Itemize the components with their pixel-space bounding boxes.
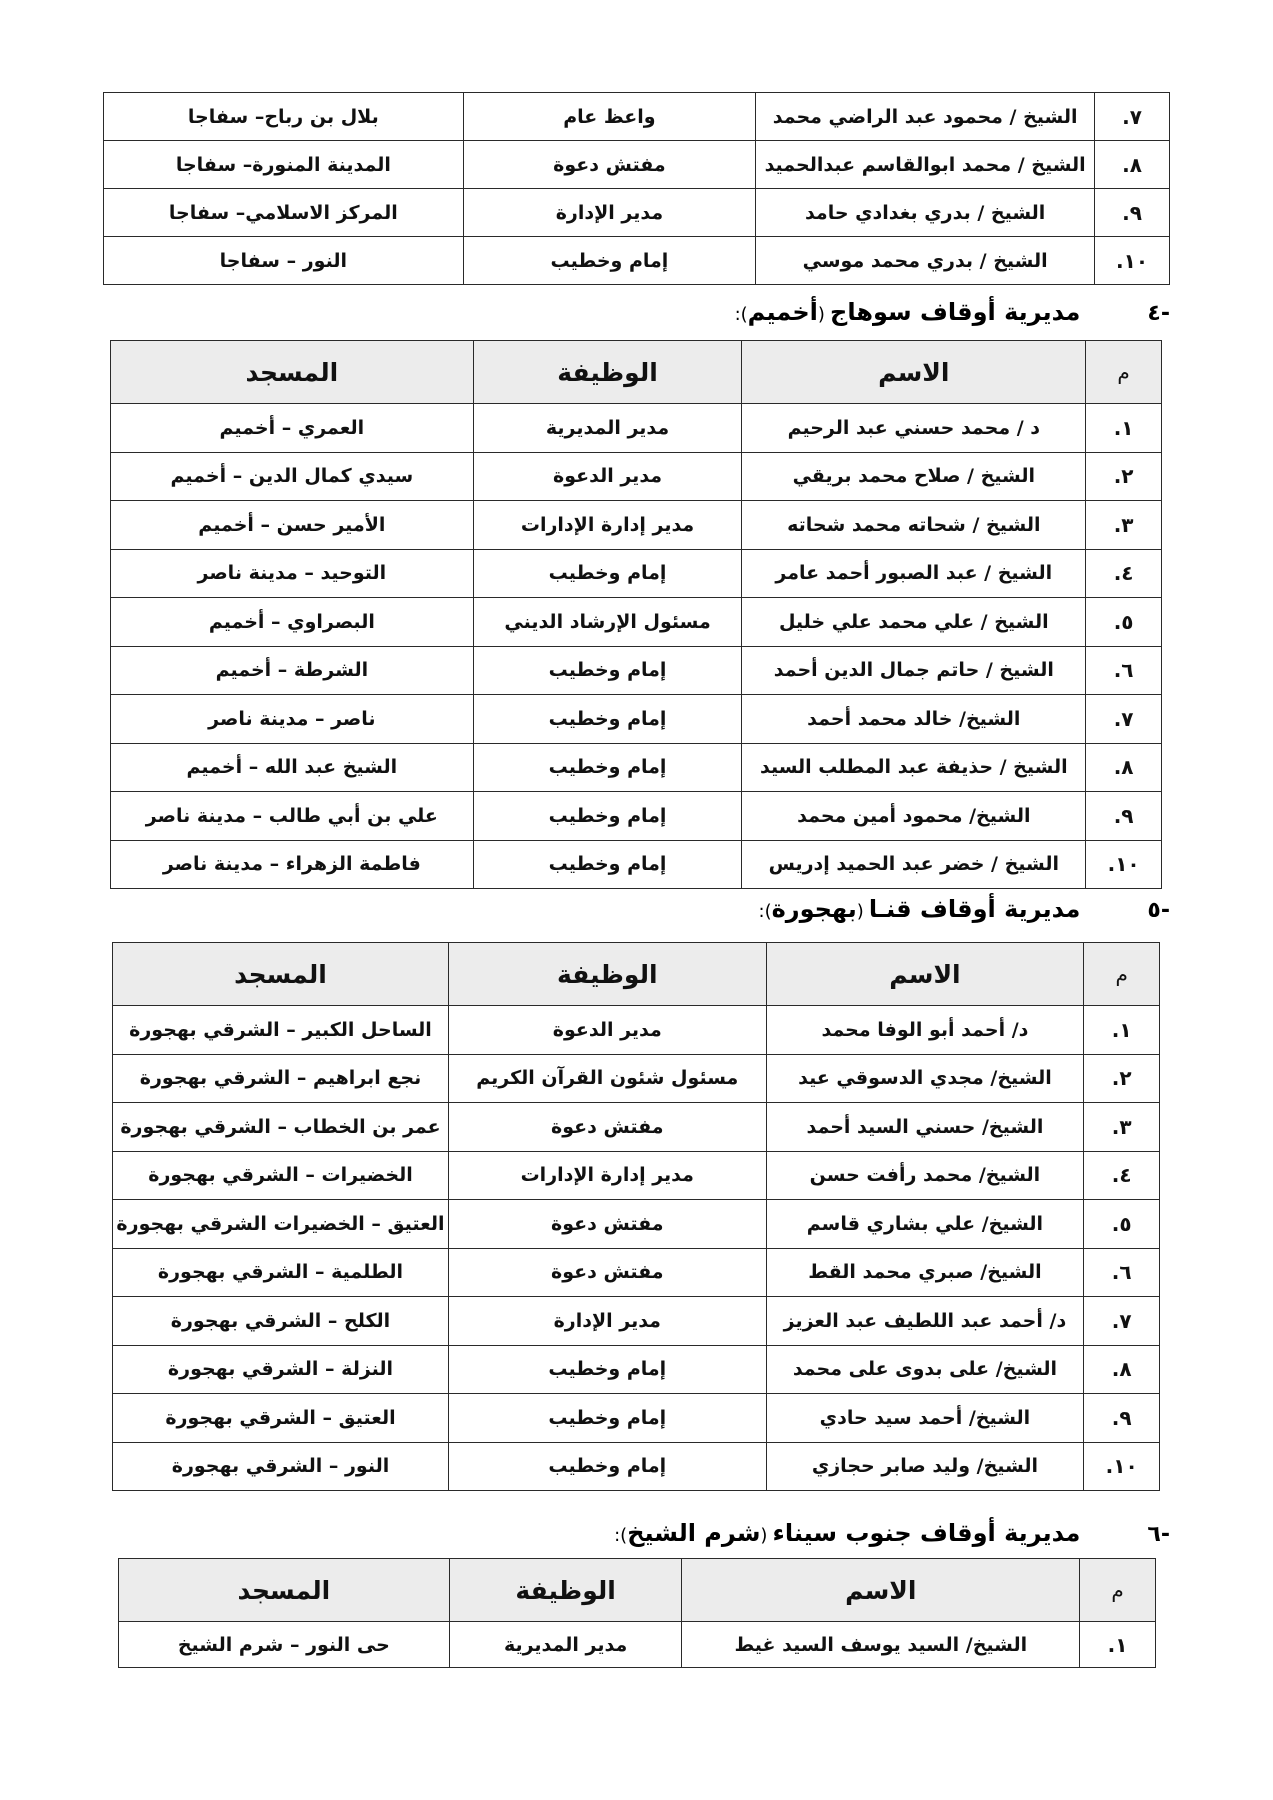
cell-name: الشيخ / محمد ابوالقاسم عبدالحميد xyxy=(756,141,1095,189)
section-title: مديرية أوقاف سوهاج xyxy=(830,298,1081,326)
cell-name: الشيخ/ علي بشاري قاسم xyxy=(766,1200,1084,1249)
paren-close: ): xyxy=(734,304,748,325)
table-body xyxy=(104,93,1170,285)
cell-name: الشيخ/ على بدوى على محمد xyxy=(766,1345,1084,1394)
table-row xyxy=(113,1054,1160,1103)
cell-mosque: المركز الاسلامي– سفاجا xyxy=(104,189,464,237)
cell-mosque: العمري – أخميم xyxy=(111,404,474,453)
cell-mosque: البصراوي – أخميم xyxy=(111,598,474,647)
table-row xyxy=(104,237,1170,285)
table-row xyxy=(113,1394,1160,1443)
paren-close: ): xyxy=(758,901,772,922)
cell-mosque: عمر بن الخطاب – الشرقي بهجورة xyxy=(113,1103,449,1152)
cell-name: الشيخ / علي محمد علي خليل xyxy=(742,598,1086,647)
cell-mosque: التوحيد – مدينة ناصر xyxy=(111,549,474,598)
paren-open: ( xyxy=(856,901,864,922)
cell-num: ١٠. xyxy=(1084,1442,1160,1491)
cell-name: الشيخ / صلاح محمد بريقي xyxy=(742,452,1086,501)
cell-mosque: الخضيرات – الشرقي بهجورة xyxy=(113,1151,449,1200)
header-role: الوظيفة xyxy=(449,1559,682,1622)
cell-name: الشيخ/ محمود أمين محمد xyxy=(742,792,1086,841)
cell-mosque: الشيخ عبد الله – أخميم xyxy=(111,743,474,792)
cell-num: ١. xyxy=(1080,1622,1156,1668)
cell-role: مدير المديرية xyxy=(449,1622,682,1668)
cell-name: الشيخ / خضر عبد الحميد إدريس xyxy=(742,840,1086,889)
cell-role: مدير المديرية xyxy=(473,404,742,453)
cell-mosque: الأمير حسن – أخميم xyxy=(111,501,474,550)
table-row xyxy=(111,743,1162,792)
cell-num: ٨. xyxy=(1086,743,1162,792)
cell-num: ٨. xyxy=(1095,141,1170,189)
section-heading xyxy=(735,298,1170,326)
cell-mosque: العتيق – الخضيرات الشرقي بهجورة xyxy=(113,1200,449,1249)
table-row xyxy=(104,141,1170,189)
table-row xyxy=(104,93,1170,141)
header-role: الوظيفة xyxy=(473,341,742,404)
cell-name: د/ أحمد عبد اللطيف عبد العزيز xyxy=(766,1297,1084,1346)
table-row xyxy=(111,549,1162,598)
cell-mosque: حى النور – شرم الشيخ xyxy=(119,1622,450,1668)
cell-mosque: العتيق – الشرقي بهجورة xyxy=(113,1394,449,1443)
table-south-sinai xyxy=(118,1558,1156,1668)
cell-role: إمام وخطيب xyxy=(463,237,756,285)
cell-name: الشيخ/ محمد رأفت حسن xyxy=(766,1151,1084,1200)
cell-role: إمام وخطيب xyxy=(473,695,742,744)
cell-role: مفتش دعوة xyxy=(448,1200,766,1249)
cell-role: مفتش دعوة xyxy=(448,1103,766,1152)
header-mosque: المسجد xyxy=(113,943,449,1006)
cell-num: ١٠. xyxy=(1086,840,1162,889)
cell-role: إمام وخطيب xyxy=(473,743,742,792)
cell-mosque: بلال بن رباح– سفاجا xyxy=(104,93,464,141)
header-name: الاسم xyxy=(682,1559,1080,1622)
table-sohag xyxy=(110,340,1162,889)
cell-num: ٩. xyxy=(1084,1394,1160,1443)
cell-num: ٣. xyxy=(1084,1103,1160,1152)
table-row xyxy=(111,404,1162,453)
header-name: الاسم xyxy=(766,943,1084,1006)
table-header-row xyxy=(113,943,1160,1006)
paren-open: ( xyxy=(817,304,825,325)
cell-role: إمام وخطيب xyxy=(473,549,742,598)
cell-name: الشيخ / محمود عبد الراضي محمد xyxy=(756,93,1095,141)
table-row xyxy=(113,1200,1160,1249)
cell-num: ٣. xyxy=(1086,501,1162,550)
section-number: -٤ xyxy=(1147,301,1170,326)
cell-name: الشيخ / عبد الصبور أحمد عامر xyxy=(742,549,1086,598)
section-place: أخميم xyxy=(747,298,818,326)
section-number: -٦ xyxy=(1147,1522,1170,1547)
cell-num: ٥. xyxy=(1086,598,1162,647)
table-row xyxy=(111,695,1162,744)
cell-num: ٦. xyxy=(1086,646,1162,695)
table-row xyxy=(111,598,1162,647)
section-title: مديرية أوقاف جنوب سيناء xyxy=(772,1519,1081,1547)
cell-mosque: الساحل الكبير – الشرقي بهجورة xyxy=(113,1006,449,1055)
cell-num: ٩. xyxy=(1086,792,1162,841)
cell-role: مدير الدعوة xyxy=(473,452,742,501)
cell-mosque: علي بن أبي طالب – مدينة ناصر xyxy=(111,792,474,841)
cell-role: مدير الإدارة xyxy=(448,1297,766,1346)
cell-role: إمام وخطيب xyxy=(448,1345,766,1394)
table-row xyxy=(104,189,1170,237)
header-num: م xyxy=(1080,1559,1156,1622)
table-continuation xyxy=(103,92,1170,285)
cell-num: ٥. xyxy=(1084,1200,1160,1249)
table-header-row xyxy=(119,1559,1156,1622)
cell-role: مسئول الإرشاد الديني xyxy=(473,598,742,647)
table-row xyxy=(113,1442,1160,1491)
cell-mosque: الكلح – الشرقي بهجورة xyxy=(113,1297,449,1346)
header-role: الوظيفة xyxy=(448,943,766,1006)
cell-num: ٤. xyxy=(1084,1151,1160,1200)
cell-mosque: فاطمة الزهراء – مدينة ناصر xyxy=(111,840,474,889)
table-body xyxy=(111,404,1162,889)
cell-num: ١٠. xyxy=(1095,237,1170,285)
cell-role: مسئول شئون القرآن الكريم xyxy=(448,1054,766,1103)
cell-mosque: سيدي كمال الدين – أخميم xyxy=(111,452,474,501)
cell-mosque: النزلة – الشرقي بهجورة xyxy=(113,1345,449,1394)
cell-role: مفتش دعوة xyxy=(463,141,756,189)
paren-open: ( xyxy=(760,1525,768,1546)
cell-num: ١. xyxy=(1086,404,1162,453)
table-body xyxy=(113,1006,1160,1491)
cell-name: الشيخ / شحاته محمد شحاته xyxy=(742,501,1086,550)
cell-role: إمام وخطيب xyxy=(448,1394,766,1443)
cell-role: مدير الدعوة xyxy=(448,1006,766,1055)
cell-role: إمام وخطيب xyxy=(448,1442,766,1491)
table-header-row xyxy=(111,341,1162,404)
table-qena xyxy=(112,942,1160,1491)
table-row xyxy=(111,646,1162,695)
cell-role: واعظ عام xyxy=(463,93,756,141)
table-row xyxy=(113,1103,1160,1152)
cell-name: الشيخ/ السيد يوسف السيد غيط xyxy=(682,1622,1080,1668)
cell-num: ٩. xyxy=(1095,189,1170,237)
cell-name: الشيخ/ خالد محمد أحمد xyxy=(742,695,1086,744)
cell-num: ٤. xyxy=(1086,549,1162,598)
cell-name: د / محمد حسني عبد الرحيم xyxy=(742,404,1086,453)
cell-name: الشيخ/ صبري محمد القط xyxy=(766,1248,1084,1297)
section-title: مديرية أوقاف قنـا xyxy=(868,895,1081,923)
table-row xyxy=(113,1006,1160,1055)
cell-num: ٧. xyxy=(1084,1297,1160,1346)
table-row xyxy=(111,501,1162,550)
cell-num: ٢. xyxy=(1084,1054,1160,1103)
cell-role: مفتش دعوة xyxy=(448,1248,766,1297)
cell-mosque: النور – الشرقي بهجورة xyxy=(113,1442,449,1491)
section-heading xyxy=(614,1519,1170,1547)
cell-mosque: المدينة المنورة– سفاجا xyxy=(104,141,464,189)
header-mosque: المسجد xyxy=(111,341,474,404)
header-num: م xyxy=(1086,341,1162,404)
section-number: -٥ xyxy=(1147,898,1170,923)
cell-name: الشيخ/ مجدي الدسوقي عيد xyxy=(766,1054,1084,1103)
table-row xyxy=(113,1297,1160,1346)
table-row xyxy=(111,792,1162,841)
table-row xyxy=(113,1345,1160,1394)
table-row xyxy=(119,1622,1156,1668)
table-row xyxy=(113,1248,1160,1297)
cell-mosque: الطلمية – الشرقي بهجورة xyxy=(113,1248,449,1297)
cell-role: مدير إدارة الإدارات xyxy=(448,1151,766,1200)
cell-role: مدير إدارة الإدارات xyxy=(473,501,742,550)
paren-close: ): xyxy=(614,1525,628,1546)
cell-name: الشيخ/ أحمد سيد حادي xyxy=(766,1394,1084,1443)
cell-role: إمام وخطيب xyxy=(473,646,742,695)
header-mosque: المسجد xyxy=(119,1559,450,1622)
cell-num: ٧. xyxy=(1095,93,1170,141)
section-place: شرم الشيخ xyxy=(627,1519,761,1547)
cell-mosque: نجع ابراهيم – الشرقي بهجورة xyxy=(113,1054,449,1103)
section-heading xyxy=(759,895,1171,923)
cell-name: د/ أحمد أبو الوفا محمد xyxy=(766,1006,1084,1055)
cell-num: ٦. xyxy=(1084,1248,1160,1297)
cell-name: الشيخ / بدري محمد موسي xyxy=(756,237,1095,285)
table-row xyxy=(111,840,1162,889)
cell-mosque: الشرطة – أخميم xyxy=(111,646,474,695)
cell-name: الشيخ/ وليد صابر حجازي xyxy=(766,1442,1084,1491)
cell-num: ٢. xyxy=(1086,452,1162,501)
cell-num: ٨. xyxy=(1084,1345,1160,1394)
cell-role: مدير الإدارة xyxy=(463,189,756,237)
cell-role: إمام وخطيب xyxy=(473,840,742,889)
cell-name: الشيخ / بدري بغدادي حامد xyxy=(756,189,1095,237)
cell-num: ٧. xyxy=(1086,695,1162,744)
cell-mosque: النور – سفاجا xyxy=(104,237,464,285)
table-body xyxy=(119,1622,1156,1668)
table-row xyxy=(111,452,1162,501)
table-row xyxy=(113,1151,1160,1200)
cell-mosque: ناصر – مدينة ناصر xyxy=(111,695,474,744)
section-place: بهجورة xyxy=(771,895,857,923)
cell-num: ١. xyxy=(1084,1006,1160,1055)
header-name: الاسم xyxy=(742,341,1086,404)
cell-role: إمام وخطيب xyxy=(473,792,742,841)
cell-name: الشيخ / حذيفة عبد المطلب السيد xyxy=(742,743,1086,792)
cell-name: الشيخ/ حسني السيد أحمد xyxy=(766,1103,1084,1152)
cell-name: الشيخ / حاتم جمال الدين أحمد xyxy=(742,646,1086,695)
header-num: م xyxy=(1084,943,1160,1006)
